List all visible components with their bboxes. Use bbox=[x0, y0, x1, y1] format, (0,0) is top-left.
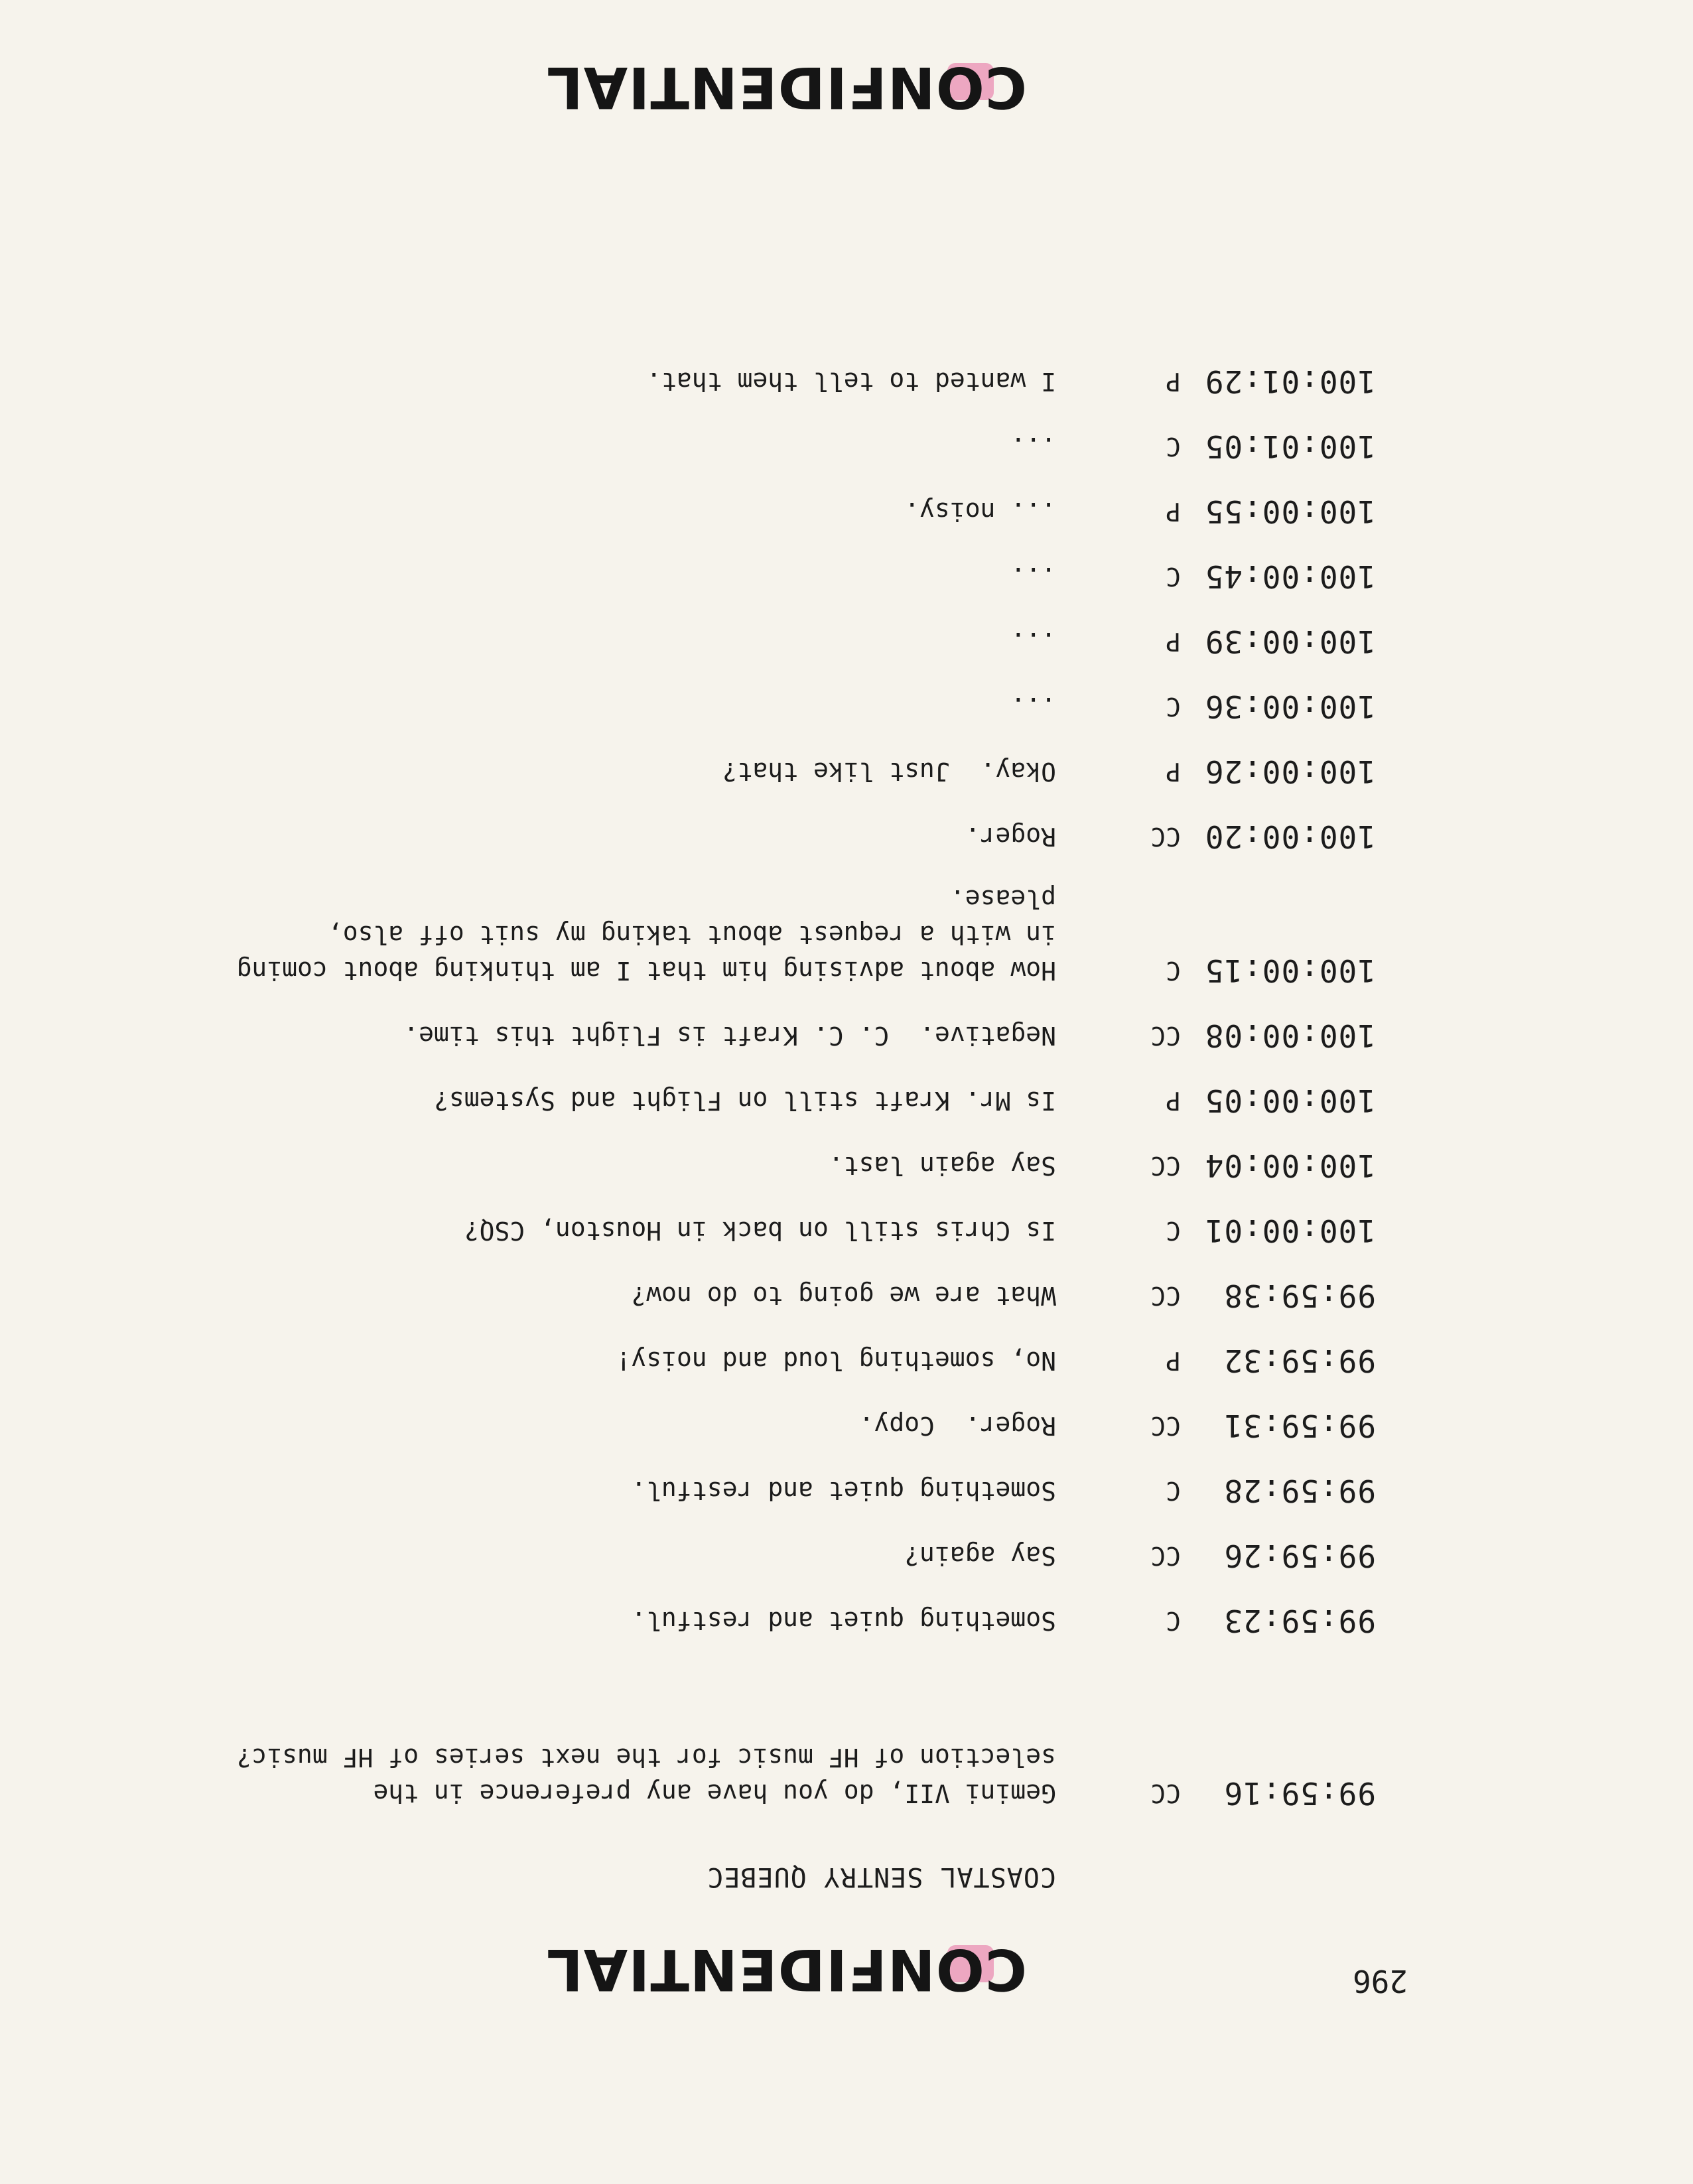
entry-time: 99:59:26 bbox=[1223, 1538, 1376, 1574]
entry-time: 99:59:28 bbox=[1223, 1473, 1376, 1509]
entry-text: Is Chris still on back in Houston, CSQ? bbox=[464, 1216, 1056, 1245]
station-header: COASTAL SENTRY QUEBEC bbox=[707, 1862, 1056, 1892]
entry-speaker: P bbox=[1166, 627, 1181, 656]
entry-speaker: CC bbox=[1150, 1151, 1181, 1180]
entry-time: 99:59:31 bbox=[1223, 1408, 1376, 1444]
entry-text: What are we going to do now? bbox=[631, 1281, 1056, 1310]
entry-text: Say again? bbox=[904, 1541, 1056, 1570]
classification-stamp-bottom: CONFIDENTIAL bbox=[545, 54, 1027, 120]
entry-time: 99:59:32 bbox=[1223, 1343, 1376, 1379]
entry-text: Roger. Copy. bbox=[858, 1411, 1056, 1440]
entry-speaker: CC bbox=[1150, 1541, 1181, 1570]
entry-speaker: CC bbox=[1150, 1411, 1181, 1440]
entry-speaker: P bbox=[1166, 1346, 1181, 1375]
entry-text: ... bbox=[1010, 432, 1056, 461]
classification-stamp-top: CONFIDENTIAL bbox=[545, 1936, 1027, 2002]
entry-time: 100:00:05 bbox=[1204, 1083, 1376, 1119]
entry-text: ... bbox=[1010, 562, 1056, 591]
entry-speaker: CC bbox=[1150, 1021, 1181, 1050]
entry-time: 100:00:45 bbox=[1204, 559, 1376, 594]
entry-speaker: C bbox=[1166, 692, 1181, 721]
entry-text: Negative. C. C. Kraft is Flight this time. bbox=[403, 1021, 1056, 1050]
entry-text: ... noisy. bbox=[904, 497, 1056, 526]
entry-text: No, something loud and noisy! bbox=[616, 1346, 1056, 1375]
entry-time: 100:00:04 bbox=[1204, 1148, 1376, 1184]
entry-time: 100:01:29 bbox=[1204, 364, 1376, 399]
entry-text: ... bbox=[1010, 692, 1056, 721]
entry-speaker: C bbox=[1166, 432, 1181, 461]
entry-speaker: CC bbox=[1150, 1281, 1181, 1310]
entry-speaker: P bbox=[1166, 1086, 1181, 1115]
entry-time: 100:00:36 bbox=[1204, 689, 1376, 724]
entry-time: 100:00:26 bbox=[1204, 754, 1376, 789]
entry-time: 100:00:20 bbox=[1204, 819, 1376, 854]
entry-text: Okay. Just like that? bbox=[722, 757, 1056, 786]
entry-speaker: C bbox=[1166, 562, 1181, 591]
entry-time: 100:00:55 bbox=[1204, 494, 1376, 529]
entry-speaker: C bbox=[1166, 1476, 1181, 1505]
entry-text: Is Mr. Kraft still on Flight and Systems? bbox=[434, 1086, 1056, 1115]
entry-time: 100:00:08 bbox=[1204, 1018, 1376, 1054]
page-number: 296 bbox=[1352, 1963, 1408, 1999]
entry-time: 100:01:05 bbox=[1204, 429, 1376, 464]
entry-time: 100:00:39 bbox=[1204, 624, 1376, 659]
entry-speaker: CC bbox=[1150, 1779, 1181, 1808]
entry-text: Say again last. bbox=[828, 1151, 1056, 1180]
entry-text: How about advising him that I am thinking about coming in with a request about taking my suit off also, please. bbox=[221, 884, 1056, 985]
entry-speaker: CC bbox=[1150, 822, 1181, 851]
entry-time: 99:59:16 bbox=[1223, 1775, 1376, 1811]
entry-text: I wanted to tell them that. bbox=[646, 367, 1056, 396]
entry-text: Gemini VII, do you have any preference in the selection of HF music for the next series of HF music? bbox=[236, 1743, 1056, 1808]
entry-speaker: P bbox=[1166, 757, 1181, 786]
entry-text: Something quiet and restful. bbox=[631, 1606, 1056, 1635]
entry-time: 100:00:15 bbox=[1204, 953, 1376, 989]
entry-time: 99:59:38 bbox=[1223, 1278, 1376, 1314]
entry-text: Roger. bbox=[965, 822, 1056, 851]
entry-speaker: P bbox=[1166, 367, 1181, 396]
entry-speaker: C bbox=[1166, 956, 1181, 985]
entry-time: 99:59:23 bbox=[1223, 1603, 1376, 1639]
entry-speaker: C bbox=[1166, 1216, 1181, 1245]
entry-text: ... bbox=[1010, 627, 1056, 656]
entry-speaker: P bbox=[1166, 497, 1181, 526]
entry-text: Something quiet and restful. bbox=[631, 1476, 1056, 1505]
entry-speaker: C bbox=[1166, 1606, 1181, 1635]
entry-time: 100:00:01 bbox=[1204, 1213, 1376, 1249]
